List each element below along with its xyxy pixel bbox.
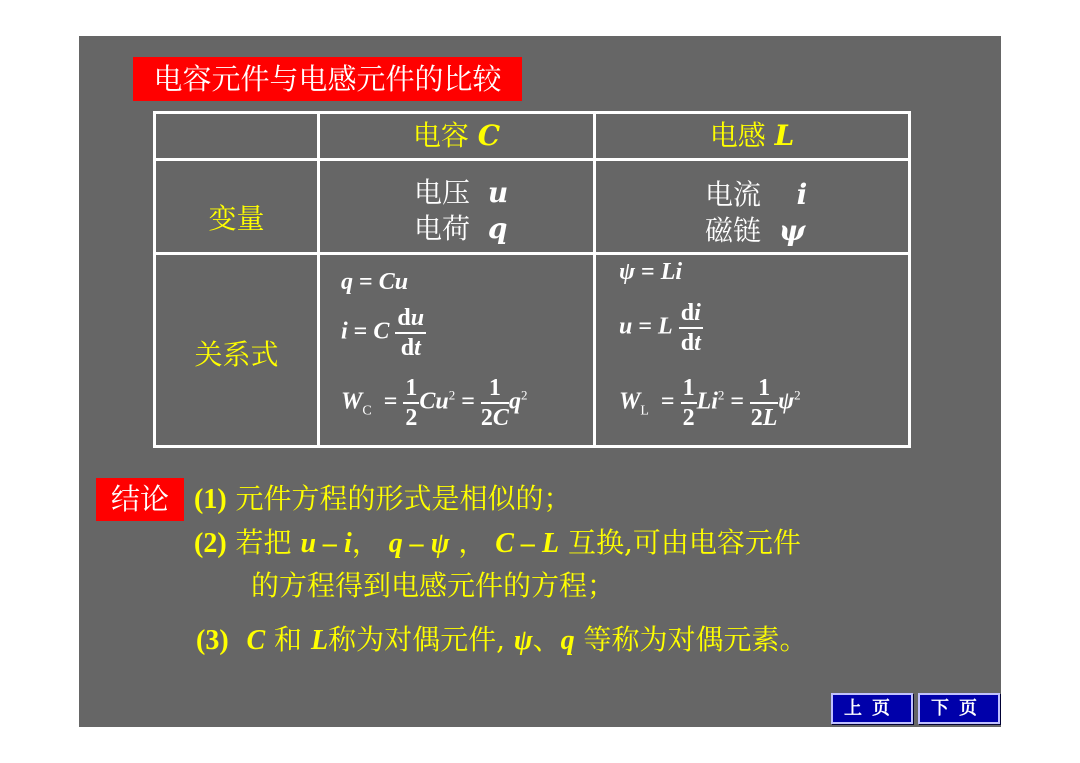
header-inductor: 电感 L bbox=[709, 119, 795, 152]
header-capacitor: 电容 C bbox=[412, 119, 501, 152]
slide-title: 电容元件与电感元件的比较 bbox=[133, 57, 522, 101]
table-divider bbox=[156, 252, 908, 255]
table-divider bbox=[156, 158, 908, 161]
capacitor-variable-voltage: 电压 u bbox=[414, 176, 509, 209]
inductor-variable-flux: 磁链 ψ bbox=[705, 214, 806, 247]
inductor-variable-current: 电流 i bbox=[705, 178, 808, 211]
capacitor-equation-charge: q = Cu bbox=[341, 269, 409, 295]
inductor-equation-voltage: u = L $\frac{di}{dt}$ bbox=[619, 300, 701, 356]
inductor-equation-energy: $W_L$ = $\frac{1}{2}$ $Li^2$ = $\frac{1}{2L}$ $\psi^2$ bbox=[619, 375, 801, 431]
conclusion-item-1: (1) 元件方程的形式是相似的； bbox=[194, 482, 572, 515]
previous-page-button[interactable]: 上页 bbox=[831, 693, 913, 724]
conclusion-label: 结论 bbox=[96, 478, 184, 521]
inductor-equation-flux: ψ = Li bbox=[619, 259, 683, 285]
table-divider bbox=[593, 114, 596, 445]
comparison-table bbox=[153, 111, 911, 448]
conclusion-item-3: (3) C 和 L称为对偶元件, ψ、q 等称为对偶元素。 bbox=[196, 623, 808, 656]
capacitor-equation-current: i = C $\frac{du}{dt}$ bbox=[341, 305, 425, 361]
row-label-relations: 关系式 bbox=[194, 338, 279, 371]
row-label-variables: 变量 bbox=[208, 202, 265, 235]
next-page-button[interactable]: 下页 bbox=[918, 693, 1000, 724]
conclusion-item-2: (2) 若把 u – i， q – ψ ， C – L 互换,可由电容元件 bbox=[194, 526, 801, 559]
capacitor-variable-charge: 电荷 q bbox=[414, 212, 508, 245]
table-divider bbox=[317, 114, 320, 445]
capacitor-equation-energy: $W_C$ = $\frac{1}{2}$ $Cu^2$ = $\frac{1}{2C}$ $q^2$ bbox=[341, 375, 528, 431]
conclusion-item-2-continued: 的方程得到电感元件的方程； bbox=[251, 569, 616, 602]
